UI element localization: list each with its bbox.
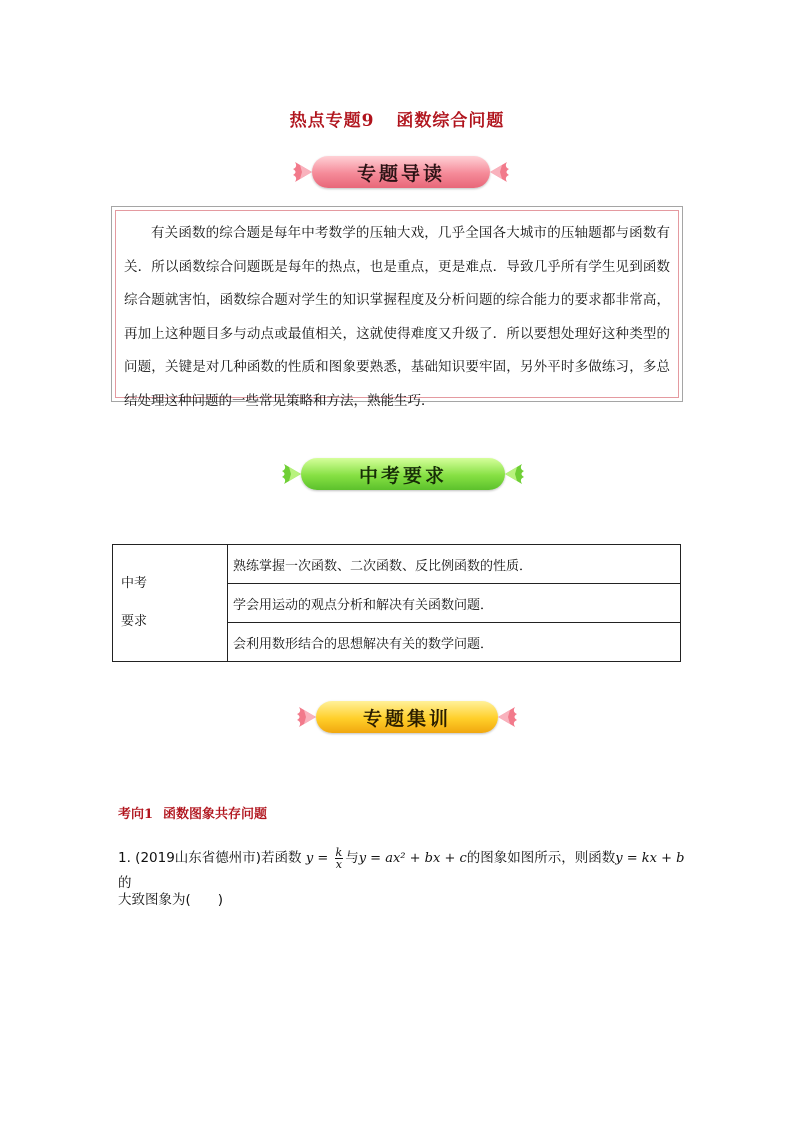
banner-requirements bbox=[281, 458, 525, 490]
fraction-denominator: x bbox=[335, 857, 342, 871]
requirement-item: 学会用运动的观点分析和解决有关函数问题． bbox=[228, 584, 681, 623]
wrapper-left-icon bbox=[296, 705, 316, 729]
requirements-label-cell bbox=[113, 545, 228, 662]
question-1-y-eq: y = bbox=[305, 851, 329, 866]
requirement-item: 会利用数形结合的思想解决有关的数学问题． bbox=[228, 623, 681, 662]
banner-guide bbox=[292, 156, 510, 188]
wrapper-right-icon bbox=[498, 705, 518, 729]
fraction-k-over-x bbox=[335, 847, 344, 870]
intro-box bbox=[111, 206, 683, 409]
title-topic-name: 函数综合问题 bbox=[396, 111, 505, 131]
fraction-numerator: k bbox=[335, 845, 343, 859]
title-topic-number: 热点专题9 bbox=[289, 111, 375, 131]
question-1-line2: 大致图象为( ) bbox=[118, 892, 224, 908]
banner-training-label: 专题集训 bbox=[316, 701, 498, 733]
section-label: 考向1 bbox=[118, 807, 154, 822]
requirements-table bbox=[112, 544, 681, 662]
section-title: 函数图象共存问题 bbox=[163, 807, 268, 822]
page-title bbox=[0, 106, 794, 131]
question-1-end: 的 bbox=[118, 875, 132, 891]
wrapper-left-icon bbox=[281, 462, 301, 486]
question-1-prefix: 1. (2019山东省德州市)若函数 bbox=[118, 850, 302, 866]
intro-frame bbox=[115, 210, 679, 409]
banner-requirements-label: 中考要求 bbox=[301, 458, 505, 490]
section-heading bbox=[118, 803, 267, 822]
question-1-mid: 与 bbox=[345, 850, 359, 866]
requirements-label-line1: 中考 bbox=[121, 576, 148, 591]
intro-text: 有关函数的综合题是每年中考数学的压轴大戏，几乎全国各大城市的压轴题都与函数有关．所以函数综合问题既是每年的热点，也是重点，更是难点．导致几乎所有学生见到函数综合题就害怕，函数综合题对学生的知识掌握程度及分析问题的综合能力的要求都非常高，再加上这种题目多与动点或最值相关，这就使得难度又升级了．所以要想处理好这种类型的问题，关键是对几种函数的性质和图象要熟悉，基础知识要牢固，另外平时多做练习，多总结处理这种问题的一些常见策略和方法，熟能生巧． bbox=[124, 225, 670, 409]
wrapper-right-icon bbox=[505, 462, 525, 486]
question-1-quadratic: y = ax² + bx + c bbox=[358, 851, 467, 866]
requirement-item: 熟练掌握一次函数、二次函数、反比例函数的性质． bbox=[228, 545, 681, 584]
banner-training bbox=[296, 701, 518, 733]
question-1-linear: y = kx + b bbox=[615, 851, 685, 866]
table-row bbox=[113, 545, 681, 584]
question-1-after-quadratic: 的图象如图所示，则函数 bbox=[466, 850, 616, 866]
requirements-label-line2: 要求 bbox=[121, 614, 148, 629]
banner-guide-label: 专题导读 bbox=[312, 156, 490, 188]
wrapper-left-icon bbox=[292, 160, 312, 184]
wrapper-right-icon bbox=[490, 160, 510, 184]
